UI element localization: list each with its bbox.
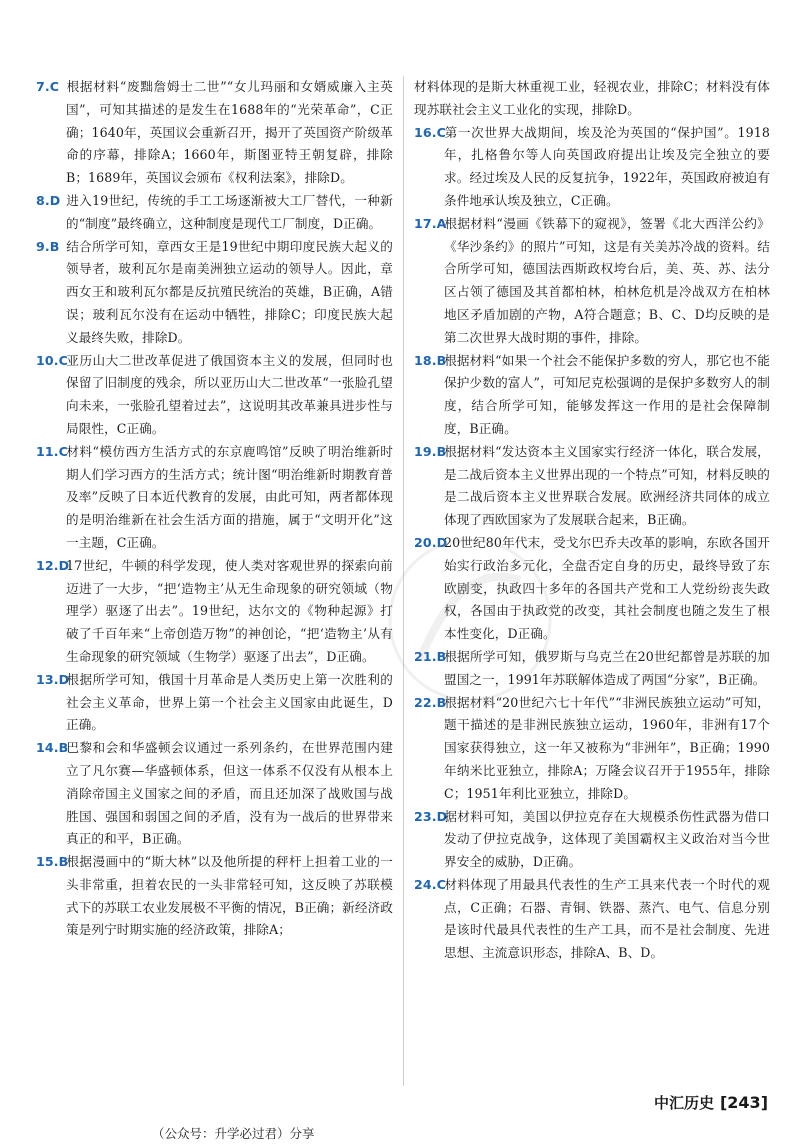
answer-explanation: 根据漫画中的“斯大林”以及他所提的秤杆上担着工业的一头非常重，担着农民的一头非常轻可知，这反映了苏联模式下的苏联工农业发展极不平衡的情况，B正确；新经济政策是列宁时期实施的经济政策，排除A；: [66, 854, 393, 938]
answer-item: [414, 350, 770, 441]
answer-explanation: 根据材料“20世纪六七十年代”“非洲民族独立运动”可知，题干描述的是非洲民族独立运动，1960年，非洲有17个国家获得独立，这一年又被称为“非洲年”，B正确；1990年纳米比亚独立，排除A；万隆会议召开于1955年，排除C；1951年利比亚独立，排除D。: [444, 694, 770, 801]
answer-number: 9.B: [36, 238, 60, 254]
answer-item: [36, 669, 393, 737]
answer-explanation: 根据材料“漫画《铁幕下的窥视》，签署《北大西洋公约》《华沙条约》的照片”可知，这是有关美苏冷战的资料。结合所学可知，德国法西斯政权垮台后，美、英、苏、法分区占领了德国及其首都柏林，柏林危机是冷战双方在柏林地区矛盾加剧的产物，A符合题意；B、C、D均反映的是第二次世界大战时期的事件，排除。: [444, 215, 770, 345]
answer-explanation: 20世纪80年代末，受戈尔巴乔夫改革的影响，东欧各国开始实行政治多元化，全盘否定自身的历史，最终导致了东欧剧变，执政四十多年的各国共产党和工人党纷纷丧失政权，各国由于执政党的改变，其社会制度也随之发生了根本性变化，D正确。: [444, 534, 770, 642]
answer-number: 20.D: [414, 534, 448, 550]
answer-item: [414, 874, 770, 965]
answer-item: [36, 350, 393, 441]
answer-number: 14.B: [36, 740, 69, 756]
answer-item: [36, 236, 393, 350]
answer-number: 12.D: [36, 557, 70, 573]
answer-explanation: 17世纪，牛顿的科学发现，使人类对客观世界的探索向前迈进了一大步，“把‘造物主’从无生命现象的研究领域（物理学）驱逐了出去”。19世纪，达尔文的《物种起源》打破了千百年来“上帝创造万物”的神创论，“把‘造物主’从有生命现象的研究领域（生物学）驱逐了出去”，D正确。: [66, 557, 393, 664]
answer-number: 11.C: [36, 443, 68, 459]
answer-item: [36, 76, 393, 190]
answer-explanation: 材料“模仿西方生活方式的东京鹿鸣馆”反映了明治维新时期人们学习西方的生活方式；统计图“明治维新时期教育普及率”反映了日本近代教育的发展，由此可知，两者都体现的是明治维新在社会生活方面的措施，属于“文明开化”这一主题，C正确。: [66, 443, 393, 550]
answer-explanation: 据材料可知，美国以伊拉克存在大规模杀伤性武器为借口发动了伊拉克战争，这体现了美国霸权主义政治对当今世界安全的威胁，D正确。: [444, 808, 770, 870]
answer-number: 23.D: [414, 808, 448, 824]
answer-explanation: 根据材料“如果一个社会不能保护多数的穷人，那它也不能保护少数的富人”，可知尼克松强调的是保护多数穷人的制度，结合所学可知，能够发挥这一作用的是社会保障制度，B正确。: [444, 352, 770, 436]
answer-item: [36, 441, 393, 555]
answer-number: 8.D: [36, 192, 61, 208]
answer-item: [414, 646, 770, 692]
answer-number: 13.D: [36, 671, 70, 687]
answer-explanation: 结合所学可知，章西女王是19世纪中期印度民族大起义的领导者，玻利瓦尔是南美洲独立运动的领导人。因此，章西女王和玻利瓦尔都是反抗殖民统治的英雄，B正确，A错误；玻利瓦尔没有在运动中牺牲，排除C；印度民族大起义最终失败，排除D。: [66, 238, 393, 345]
answer-item: [36, 851, 393, 942]
answer-explanation: 巴黎和会和华盛顿会议通过一系列条约，在世界范围内建立了凡尔赛—华盛顿体系，但这一体系不仅没有从根本上消除帝国主义国家之间的矛盾，而且还加深了战败国与战胜国、强国和弱国之间的矛盾，没有为一战后的世界带来真正的和平，B正确。: [66, 740, 393, 847]
answer-number: 19.B: [414, 443, 447, 459]
answer-explanation: 根据材料“发达资本主义国家实行经济一体化，联合发展，是二战后资本主义世界出现的一个特点”可知，材料反映的是二战后资本主义世界联合发展。欧洲经济共同体的成立体现了西欧国家为了发展联合起来，B正确。: [444, 443, 770, 528]
brand-label: 中汇历史: [653, 1094, 714, 1112]
answer-explanation: 根据所学可知，俄罗斯与乌克兰在20世纪都曾是苏联的加盟国之一，1991年苏联解体造成了两国“分家”，B正确。: [444, 648, 770, 687]
answer-explanation: 材料体现了用最具代表性的生产工具来代表一个时代的观点，C正确；石器、青铜、铁器、蒸汽、电气、信息分别是该时代最具代表性的生产工具，而不是社会制度、先进思想、主流意识形态，排除A、B、D。: [444, 876, 770, 961]
answer-number: 16.C: [414, 124, 446, 140]
answer-item: [414, 692, 770, 806]
share-note: （公众号：升学必过君）分享: [152, 1126, 315, 1141]
answer-item: [414, 532, 770, 646]
answer-number: 17.A: [414, 215, 447, 231]
answer-item: [414, 213, 770, 350]
answer-number: 7.C: [36, 79, 60, 94]
continued-answer-text: 材料体现的是斯大林重视工业，轻视农业，排除C；材料没有体现苏联社会主义工业化的实现，排除D。: [414, 79, 770, 117]
answer-item: [36, 190, 393, 236]
page-number: [243]: [719, 1093, 768, 1112]
footer-brand: [654, 1092, 768, 1113]
answer-item: [414, 441, 770, 532]
answer-explanation: 第一次世界大战期间，埃及沦为英国的“保护国”。1918年，扎格鲁尔等人向英国政府提出让埃及完全独立的要求。经过埃及人民的反复抗争，1922年，英国政府被迫有条件地承认埃及独立，C正确。: [444, 124, 770, 208]
answer-explanation: 根据所学可知，俄国十月革命是人类历史上第一次胜利的社会主义革命，世界上第一个社会主义国家由此诞生，D正确。: [66, 671, 393, 733]
answer-explanation: 根据材料“废黜詹姆士二世”“女儿玛丽和女婿威廉入主英国”，可知其描述的是发生在1688年的“光荣革命”，C正确；1640年，英国议会重新召开，揭开了英国资产阶级革命的序幕，排除A；1660年，斯图亚特王朝复辟，排除B；1689年，英国议会颁布《权利法案》，排除D。: [66, 79, 393, 186]
answer-number: 18.B: [414, 352, 447, 368]
answer-number: 21.B: [414, 648, 447, 664]
page-number-value: 243: [727, 1093, 761, 1112]
answer-number: 15.B: [36, 854, 69, 870]
answer-item: [414, 122, 770, 213]
answer-explanation: 亚历山大二世改革促进了俄国资本主义的发展，但同时也保留了旧制度的残余，所以亚历山大二世改革“一张脸孔望向未来，一张脸孔望着过去”，这说明其改革兼具进步性与局限性，C正确。: [66, 352, 393, 436]
answer-number: 10.C: [36, 352, 68, 368]
column-divider: [403, 76, 404, 1086]
left-column: [36, 76, 393, 942]
answer-explanation: 进入19世纪，传统的手工工场逐渐被大工厂替代，一种新的“制度”最终确立，这种制度是现代工厂制度，D正确。: [66, 192, 393, 231]
right-column: [414, 76, 770, 965]
answer-item: [36, 555, 393, 669]
answer-number: 22.B: [414, 694, 447, 710]
answer-item: [36, 737, 393, 851]
answer-item: [414, 806, 770, 874]
answer-number: 24.C: [414, 876, 446, 892]
